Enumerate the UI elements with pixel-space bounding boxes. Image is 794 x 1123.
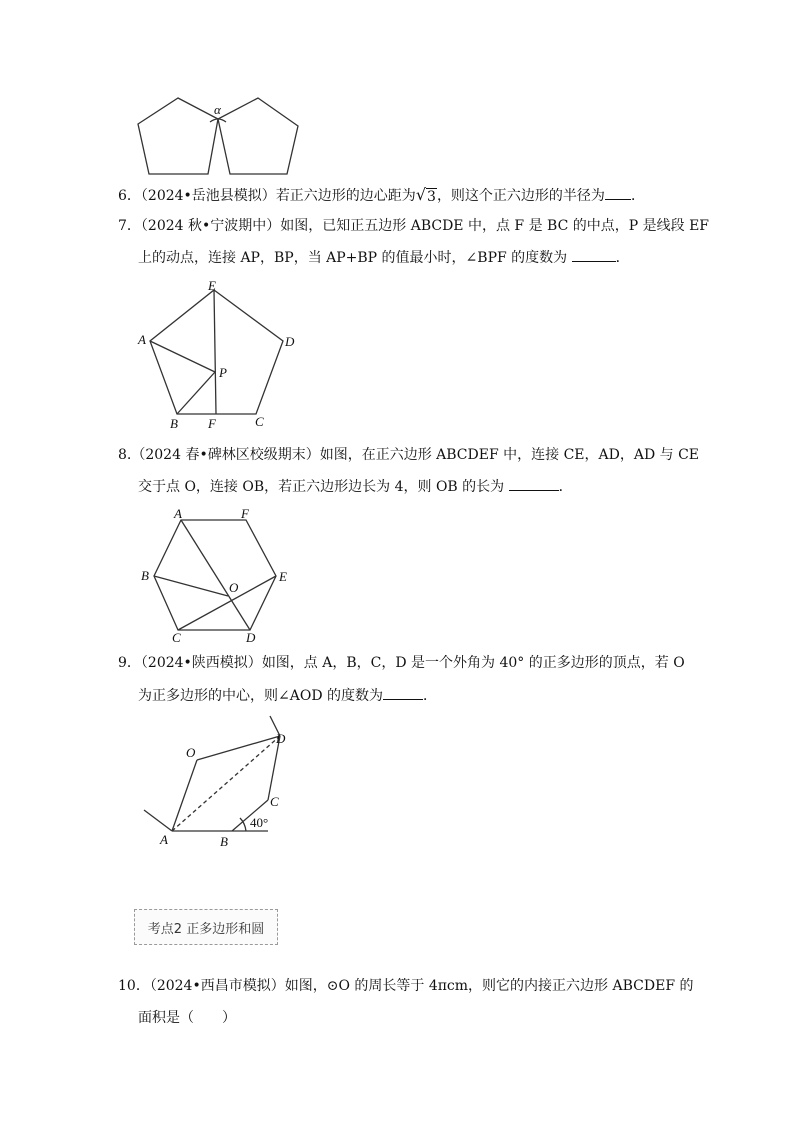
label-b: B: [141, 568, 149, 583]
q9-line1: 如图，点 A，B，C，D 是一个外角为 40° 的正多边形的顶点，若 O: [261, 655, 685, 671]
question-7-line-2: [138, 247, 630, 268]
label-f: F: [241, 506, 249, 521]
question-8-line-1: [118, 445, 699, 465]
q6-text-a: 若正六边形的边心距为: [275, 188, 416, 204]
question-10-line-1: [118, 976, 693, 996]
label-a: A: [138, 332, 146, 347]
q8-end: ．: [558, 479, 573, 495]
segment-extension-left: [144, 810, 172, 831]
label-a: A: [174, 506, 182, 521]
label-c: C: [255, 414, 264, 429]
section-label-box: [134, 909, 278, 945]
label-e: E: [208, 278, 216, 293]
q9-end: ．: [423, 688, 437, 704]
right-pentagon: [218, 98, 298, 174]
pentagon-outline: [150, 290, 283, 414]
label-b: B: [170, 416, 178, 431]
q6-text-b: ，则这个正六边形的半径为: [436, 188, 605, 204]
q9-source: （2024•陕西模拟）: [140, 655, 262, 671]
label-d: D: [246, 630, 256, 645]
label-b: B: [220, 834, 228, 849]
q7-line2: 上的动点，连接 AP，BP，当 AP+BP 的值最小时，∠BPF 的度数为: [138, 250, 568, 266]
segment-ef: [214, 290, 216, 414]
q7-number: 7．: [118, 218, 141, 234]
segment-bp: [177, 372, 215, 414]
question-9-line-2: [138, 685, 437, 706]
q10-source: （2024•西昌市模拟）: [149, 978, 285, 994]
figure-pentagon-abcde: [134, 280, 304, 430]
q10-line2: 面积是（ ）: [138, 1010, 236, 1026]
question-8-line-2: [138, 476, 573, 497]
label-angle-40: 40°: [250, 815, 269, 830]
sqrt-value: 3: [427, 189, 436, 205]
q8-line2: 交于点 O，连接 OB，若正六边形边长为 4，则 OB 的长为: [138, 479, 505, 495]
q8-number: 8.: [118, 447, 132, 463]
q6-number: 6．: [118, 188, 141, 204]
label-d: D: [276, 731, 286, 746]
q7-source: （2024 秋•宁波期中）: [140, 218, 281, 234]
label-o: O: [186, 745, 196, 760]
figure-hexagon-abcdef: [136, 506, 306, 646]
q7-answer-blank[interactable]: [572, 247, 616, 262]
question-6: [118, 185, 645, 206]
angle-alpha-label: α: [214, 102, 221, 117]
question-10-line-2: [138, 1008, 236, 1028]
label-a: A: [160, 832, 168, 847]
label-d: D: [285, 334, 295, 349]
question-9-line-1: [118, 653, 685, 673]
segment-ad: [181, 520, 250, 630]
segment-ob: [154, 576, 228, 596]
label-p: P: [219, 365, 227, 380]
q6-answer-blank[interactable]: [605, 185, 631, 200]
question-7-line-1: [118, 216, 709, 236]
label-c: C: [270, 794, 279, 809]
q9-answer-blank[interactable]: [383, 685, 423, 700]
q6-end: ．: [630, 188, 645, 204]
label-c: C: [172, 630, 181, 645]
q7-line1: 如图，已知正五边形 ABCDE 中，点 F 是 BC 的中点，P 是线段 EF: [280, 218, 710, 234]
q8-line1: 如图，在正六边形 ABCDEF 中，连接 CE，AD，AD 与 CE: [319, 447, 700, 463]
section-label: 考点2 正多边形和圆: [147, 921, 265, 937]
segment-ce: [178, 576, 276, 630]
left-pentagon: [138, 98, 218, 174]
q9-line2: 为正多边形的中心，则∠AOD 的度数为: [138, 688, 383, 704]
figure-two-pentagons: [130, 92, 330, 182]
label-e: E: [279, 569, 287, 584]
q10-line1: 如图，⊙O 的周长等于 4πcm，则它的内接正六边形 ABCDEF 的: [284, 978, 694, 994]
q6-source: （2024•岳池县模拟）: [140, 188, 276, 204]
figure-polygon-center-o: [136, 712, 306, 852]
sqrt-expression: √ 3: [415, 185, 436, 205]
segment-od: [197, 736, 280, 760]
q8-answer-blank[interactable]: [509, 476, 559, 491]
q8-source: （2024 春•碑林区校级期末）: [131, 447, 320, 463]
label-f: F: [208, 416, 216, 431]
q7-end: ．: [615, 250, 630, 266]
q10-number: 10．: [118, 978, 150, 994]
label-o: O: [229, 580, 239, 595]
q9-number: 9．: [118, 655, 141, 671]
